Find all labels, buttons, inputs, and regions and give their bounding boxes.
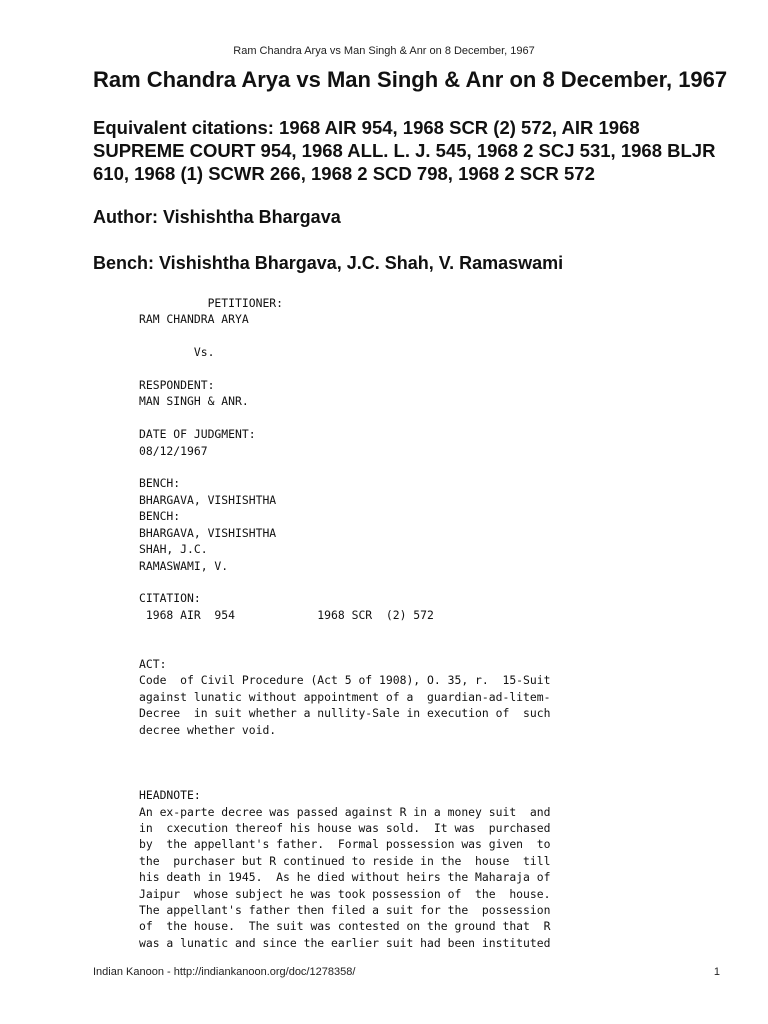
footer-source: Indian Kanoon - http://indiankanoon.org/doc/1278358/ — [93, 966, 356, 978]
bench-line: Bench: Vishishtha Bhargava, J.C. Shah, V. Ramaswami — [93, 253, 564, 273]
document-title: Ram Chandra Arya vs Man Singh & Anr on 8 December, 1967 — [93, 67, 728, 92]
page-number: 1 — [713, 966, 720, 978]
author-line: Author: Vishishtha Bhargava — [93, 207, 341, 227]
equivalent-citations: Equivalent citations: 1968 AIR 954, 1968 SCR (2) 572, AIR 1968 SUPREME COURT 954, 1968 ALL. L. J. 545, 1968 2 SCJ 531, 1968 BLJR 610, 1968 (1) SCWR 266, 1968 2 SCD 798, 1968 2 SCR 572 — [93, 117, 716, 184]
judgment-text: PETITIONER: RAM CHANDRA ARYA Vs. RESPONDENT: MAN SINGH & ANR. DATE OF JUDGMENT: 08/12/1967 BENCH: BHARGAVA, VISHISHTHA BENCH: BHARGAVA, VISHISHTHA SHAH, J.C. RAMASWAMI, V. CITATION: 1968 AIR 954 1968 SCR (2) 572 ACT: Code of Civil Procedure (Act 5 of 1908), O. 35, r. 15-Suit against lunatic without appointment of a guardian-ad-litem- Decree in suit whether a nullity-Sale in execution of such decree whether void. HEADNOTE: An ex-parte decree was passed against R in a money suit and in cxecution thereof his house was sold. It was purchased by the appellant's father. Formal possession was given to the purchaser but R continued to reside in the house till his death in 1945. As he died without heirs the Maharaja of Jaipur whose subject he was took possession of the house. The appellant's father then filed a suit for the possession of the house. The suit was contested on the ground that R was a lunatic and since the earlier suit had been instituted — [139, 296, 551, 950]
running-header: Ram Chandra Arya vs Man Singh & Anr on 8 December, 1967 — [233, 45, 535, 57]
